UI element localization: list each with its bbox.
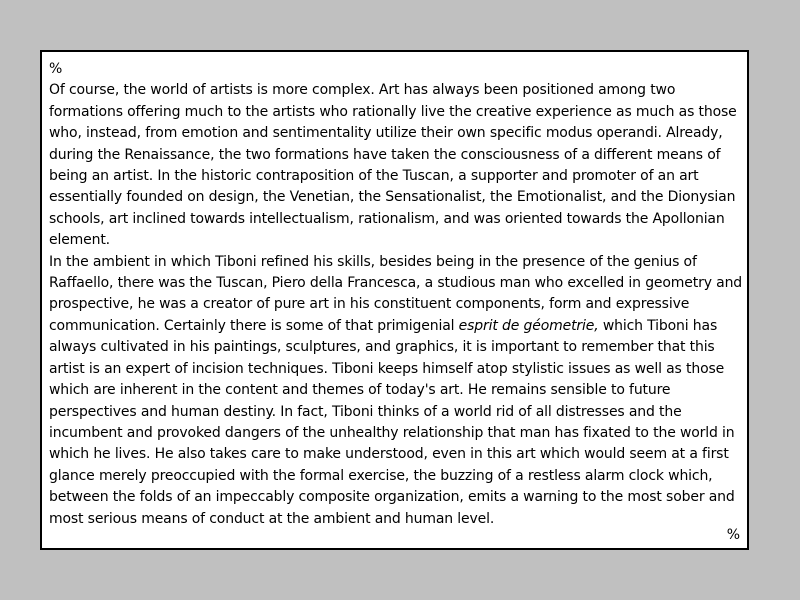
marker-bottom: % (726, 527, 740, 543)
marker-top: % (49, 61, 63, 77)
document-body (49, 59, 752, 530)
text-frame (40, 50, 749, 550)
paragraph-2-text-a: In the ambient in which Tiboni refined his skills, besides being in the presence of the genius of Raffaello, there was the Tuscan, Piero della Francesca, a studious man who excelled in geometry and prospective, he was a creator of pure art in his constituent components, form and expressive communication. Certainly there is some of that primigenial (49, 253, 743, 334)
paragraph-2 (49, 252, 752, 530)
paragraph-1: Of course, the world of artists is more complex. Art has always been positioned among two formations offering much to the artists who rationally live the creative experience as much as those who, instead, from emotion and sentimentality utilize their own specific modus operandi. Already, during the Renaissance, the two formations have taken the consciousness of a different means of being an artist. In the historic contraposition of the Tuscan, a supporter and promoter of an art essentially founded on design, the Venetian, the Sensationalist, the Emotionalist, and the Dionysian schools, art inclined towards intellectualism, rationalism, and was oriented towards the Apollonian element. (49, 82, 737, 249)
paragraph-2-italic-phrase: esprit de géometrie, (458, 317, 599, 334)
paragraph-2-text-b: which Tiboni has always cultivated in his paintings, sculptures, and graphics, it is important to remember that this artist is an expert of incision techniques. Tiboni keeps himself atop stylistic issues as well as those which are inherent in the content and themes of today's art. He remains sensible to future perspectives and human destiny. In fact, Tiboni thinks of a world rid of all distresses and the incumbent and provoked dangers of the unhealthy relationship that man has fixated to the world in which he lives. He also takes care to make understood, even in this art which would seem at a first glance merely preoccupied with the formal exercise, the buzzing of a restless alarm clock which, between the folds of an impeccably composite organization, emits a warning to the most sober and most serious means of conduct at the ambient and human level. (49, 317, 735, 527)
